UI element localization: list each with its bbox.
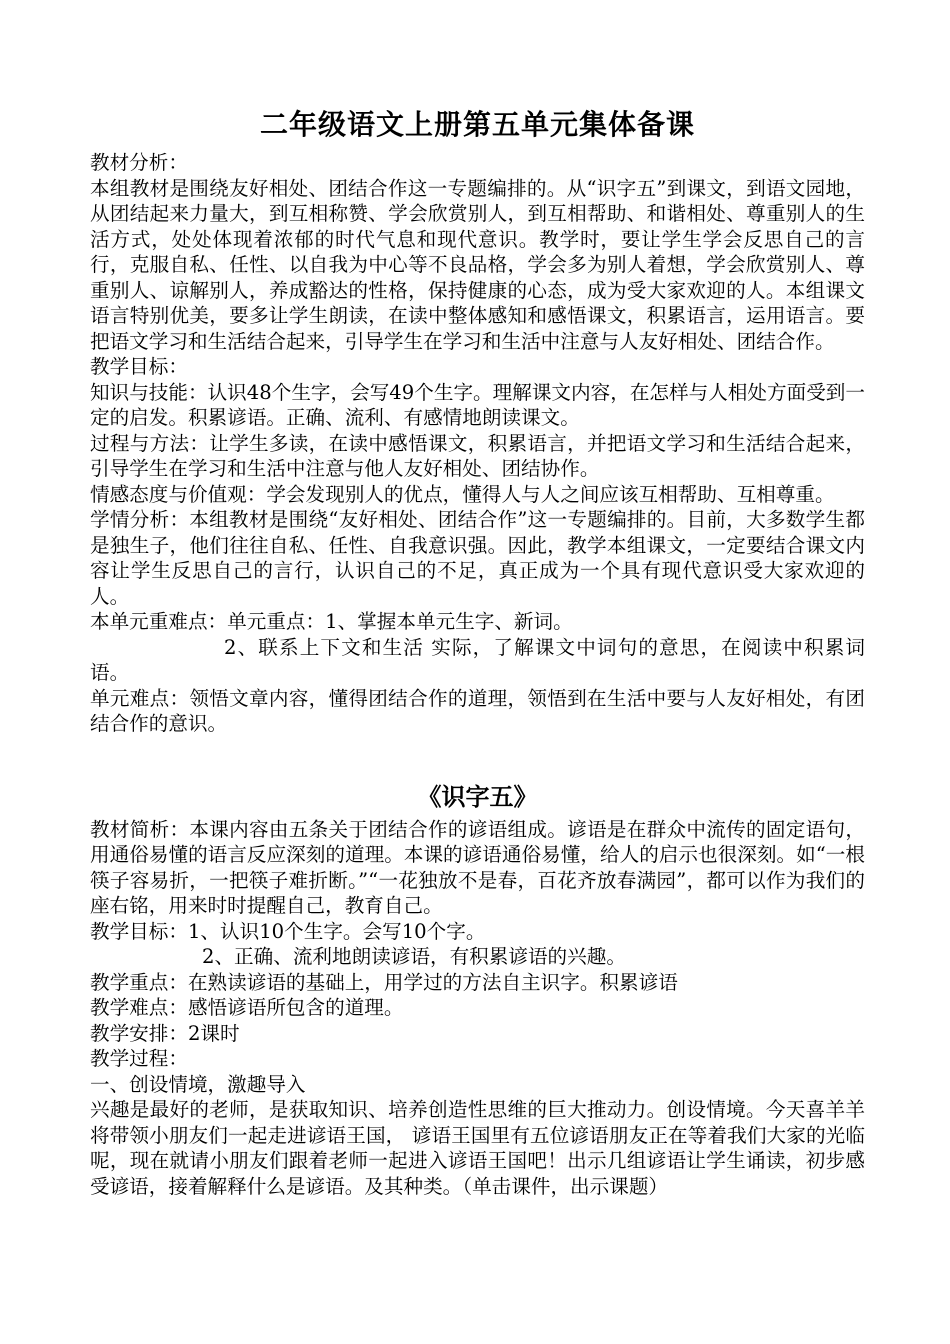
step1-heading: 一、创设情境，激趣导入 <box>90 1072 306 1096</box>
analysis-paragraph: 本组教材是围绕友好相处、团结合作这一专题编排的。从“识字五”到课文，到语文园地，从团结起来力量大，到互相称赞、学会欣赏别人，到互相帮助、和谐相处、尊重别人的生活方式，处处体现着浓郁的时代气息和现代意识。教学时，要让学生学会反思自己的言行，克服自私、任性、以自我为中心等不良品格，学会多为别人着想，学会欣赏别人、尊重别人、谅解别人，养成豁达的性格，保持健康的心态，成为受大家欢迎的人。本组课文语言特别优美，要多让学生朗读，在读中整体感知和感悟课文，积累语言，运用语言。要把语文学习和生活结合起来，引导学生在学习和生活中注意与人友好相处、团结合作。 <box>90 176 865 353</box>
analysis-heading: 教材分析： <box>90 151 188 174</box>
goals-heading: 教学目标： <box>90 355 188 378</box>
lesson-schedule: 教学安排：2课时 <box>90 1021 240 1045</box>
lesson-goals-1: 教学目标：1、认识10个生字。会写10个字。 <box>90 919 486 943</box>
learner-analysis: 学情分析：本组教材是围绕“友好相处、团结合作”这一专题编排的。目前，大多数学生都是独生子，他们往往自私、任性、自我意识强。因此，教学本组课文，一定要结合课文内容让学生反思自己的言行，认识自己的不足，真正成为一个具有现代意识受大家欢迎的人。 <box>90 508 865 608</box>
key-points-2: 2、联系上下文和生活 实际，了解课文中词句的意思，在阅读中积累词语。 <box>90 635 865 684</box>
goal-knowledge: 知识与技能：认识48个生字，会写49个生字。理解课文内容，在怎样与人相处方面受到一定的启发。积累谚语。正确、流利、有感情地朗读课文。 <box>90 380 865 429</box>
document-page <box>90 100 865 1199</box>
lesson-brief: 教材简析：本课内容由五条关于团结合作的谚语组成。谚语是在群众中流传的固定语句，用通俗易懂的语言反应深刻的道理。本课的谚语通俗易懂，给人的启示也很深刻。如“一根筷子容易折，一把筷子难折断。”“一花独放不是春，百花齐放春满园”，都可以作为我们的座右铭，用来时时提醒自己，教育自己。 <box>90 817 865 917</box>
lesson-title: 《识字五》 <box>417 782 538 811</box>
lesson-goals-2: 2、正确、流利地朗读谚语，有积累谚语的兴趣。 <box>202 945 626 968</box>
document-title: 二年级语文上册第五单元集体备课 <box>259 108 695 141</box>
goal-process: 过程与方法：让学生多读，在读中感悟课文，积累语言，并把语文学习和生活结合起来，引导学生在学习和生活中注意与他人友好相处、团结协作。 <box>90 431 865 480</box>
section-spacer <box>90 737 865 777</box>
key-points-1: 本单元重难点：单元重点：1、掌握本单元生字、新词。 <box>90 610 573 633</box>
lesson-difficulty: 教学难点：感悟谚语所包含的道理。 <box>90 996 404 1019</box>
process-heading: 教学过程： <box>90 1047 188 1070</box>
unit-difficulty: 单元难点：领悟文章内容，懂得团结合作的道理，领悟到在生活中要与人友好相处，有团结合作的意识。 <box>90 686 865 735</box>
step1-text: 兴趣是最好的老师，是获取知识、培养创造性思维的巨大推动力。创设情境。今天喜羊羊将带领小朋友们一起走进谚语王国， 谚语王国里有五位谚语朋友正在等着我们大家的光临呢，现在就请小朋友们跟着老师一起进入谚语王国吧！出示几组谚语让学生诵读，初步感受谚语，接着解释什么是谚语。及其种类。（单击课件，出示课题） <box>90 1098 865 1198</box>
lesson-key-point: 教学重点：在熟读谚语的基础上，用学过的方法自主识字。积累谚语 <box>90 970 678 994</box>
goal-emotion: 情感态度与价值观：学会发现别人的优点，懂得人与人之间应该互相帮助、互相尊重。 <box>90 482 835 506</box>
